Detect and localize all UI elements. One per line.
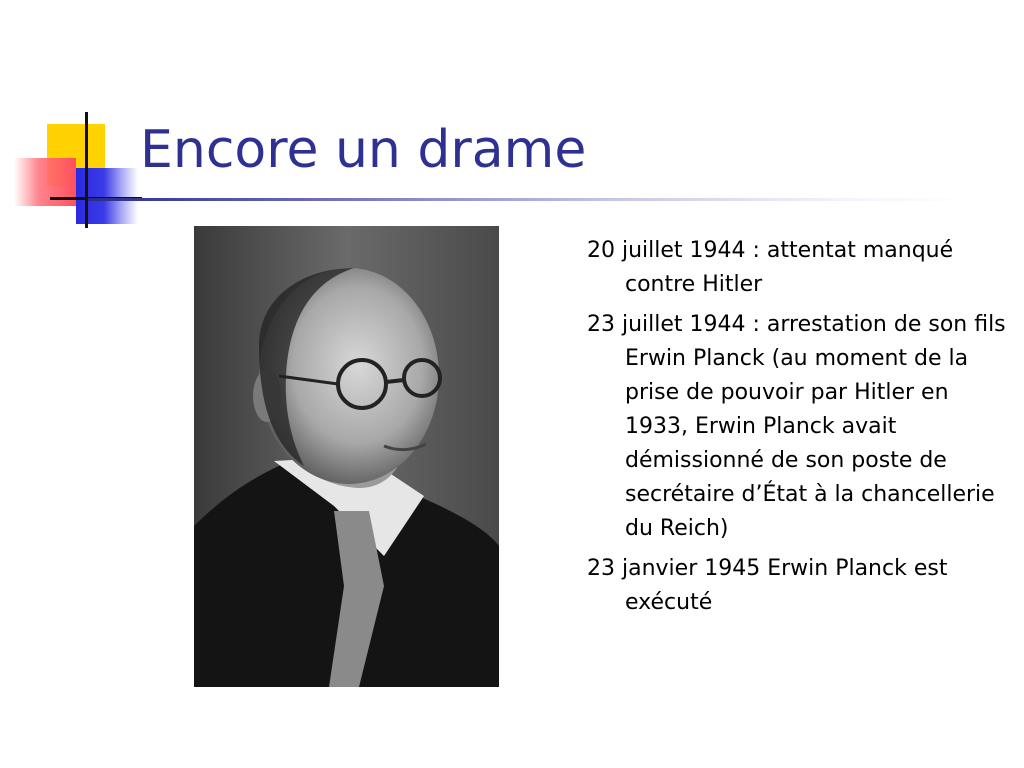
bullet-item-1: 20 juillet 1944 : attentat manqué contre Hitler (587, 238, 954, 297)
portrait-photo (194, 226, 499, 687)
slide-title: Encore un drame (140, 120, 587, 180)
logo-vertical-line (85, 112, 88, 228)
colored-squares-logo (0, 0, 160, 240)
title-underline (88, 198, 968, 201)
bullet-item-2: 23 juillet 1944 : arrestation de son fils Erwin Planck (au moment de la prise de pouvoir par Hitler en 1933, Erwin Planck avait démissionné de son poste de secrétaire d’État à la chancellerie du Reich) (587, 312, 1006, 541)
bullet-list (587, 234, 1007, 626)
portrait-image (194, 226, 499, 687)
bullet-item-3: 23 janvier 1945 Erwin Planck est exécuté (587, 556, 948, 615)
